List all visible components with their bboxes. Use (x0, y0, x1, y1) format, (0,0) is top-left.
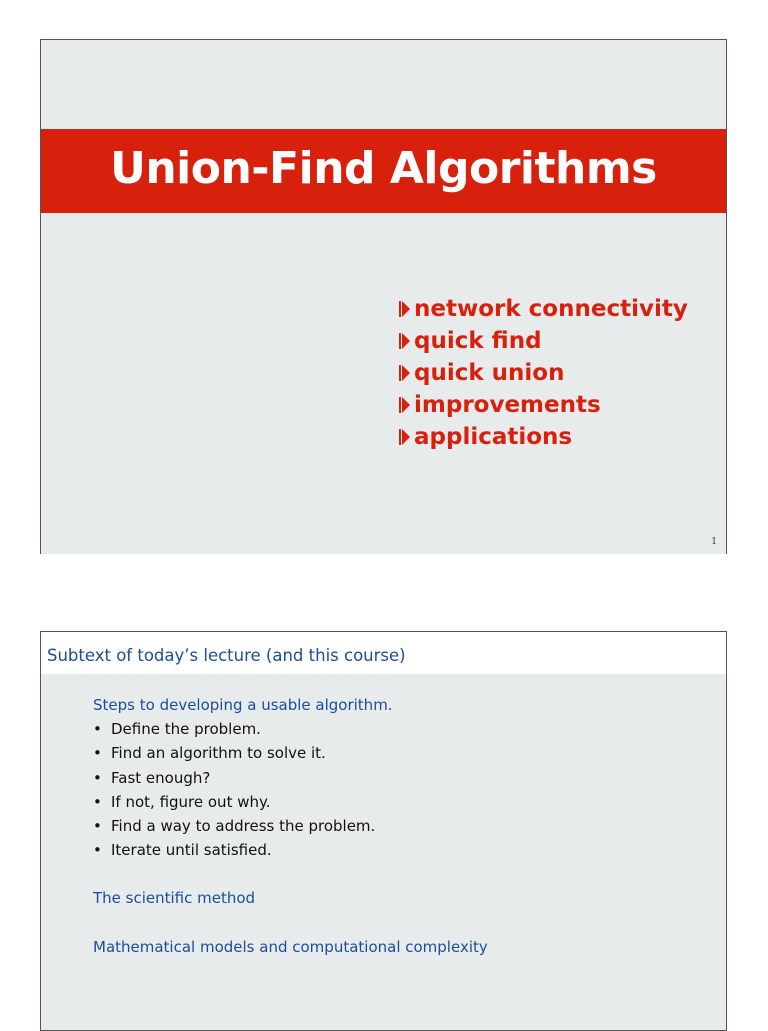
arrow-bar-icon (399, 333, 401, 349)
topic-item (399, 357, 688, 389)
scientific-method-text: The scientific method (93, 889, 256, 908)
bullet-icon: • (93, 720, 102, 739)
topic-item (399, 293, 688, 325)
step-text: Fast enough? (111, 768, 211, 787)
list-item (93, 741, 488, 765)
steps-heading: Steps to developing a usable algorithm. (93, 696, 393, 714)
slide-body (93, 693, 488, 959)
spacer (93, 911, 488, 935)
topic-item (399, 421, 688, 453)
arrow-right-icon (402, 301, 410, 317)
bullet-icon: • (93, 792, 102, 811)
page-number: 1 (711, 537, 717, 547)
topic-item (399, 389, 688, 421)
slide-title: Union-Find Algorithms (110, 142, 657, 194)
arrow-right-icon (402, 365, 410, 381)
topic-label: quick find (414, 328, 542, 354)
arrow-bar-icon (399, 365, 401, 381)
arrow-right-icon (402, 333, 410, 349)
step-text: Iterate until satisfied. (111, 841, 272, 860)
slide-header (41, 632, 726, 674)
list-item (93, 717, 488, 741)
topic-label: quick union (414, 360, 565, 386)
arrow-bar-icon (399, 301, 401, 317)
step-text: Define the problem. (111, 720, 261, 739)
bullet-icon: • (93, 744, 102, 763)
slide-title: Subtext of today’s lecture (and this course) (47, 645, 406, 665)
list-item (93, 790, 488, 814)
step-text: If not, figure out why. (111, 792, 271, 811)
arrow-bar-icon (399, 397, 401, 413)
topic-item (399, 325, 688, 357)
arrow-bar-icon (399, 429, 401, 445)
topic-label: applications (414, 424, 573, 450)
topic-label: network connectivity (414, 296, 688, 322)
bullet-icon: • (93, 841, 102, 860)
list-item (93, 814, 488, 838)
list-item (93, 838, 488, 862)
spacer (93, 862, 488, 886)
list-item (93, 766, 488, 790)
steps-list (93, 717, 488, 862)
bullet-icon: • (93, 768, 102, 787)
title-banner (41, 129, 726, 213)
arrow-right-icon (402, 429, 410, 445)
topic-list (399, 293, 688, 453)
topic-label: improvements (414, 392, 601, 418)
bullet-icon: • (93, 817, 102, 836)
step-text: Find an algorithm to solve it. (111, 744, 326, 763)
slide-1 (40, 39, 727, 554)
models-complexity-text: Mathematical models and computational complexity (93, 937, 488, 956)
arrow-right-icon (402, 397, 410, 413)
step-text: Find a way to address the problem. (111, 817, 376, 836)
slide-2 (40, 631, 727, 1031)
